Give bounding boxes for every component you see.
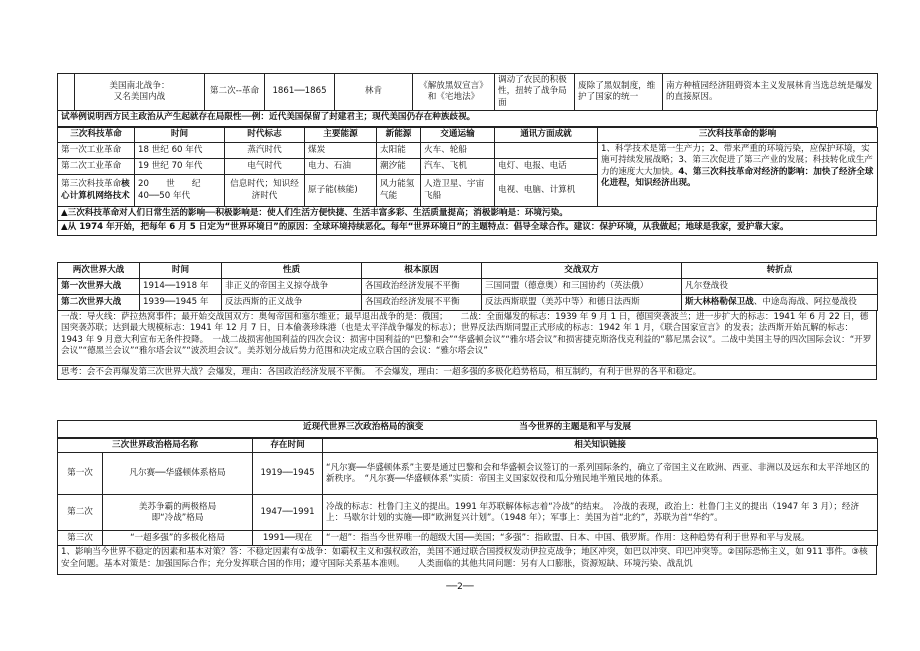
tech-header: 时间 [135,128,225,143]
years-cell: 1861──1865 [265,74,335,111]
tech-note-1: ▲三次科技革命对人们日常生活的影响──积极影响是：使人们生活方便快捷、生活丰富多彩、生活质量提高；消极影响是：环境污染。 [57,207,877,221]
leader-cell: 林肯 [335,74,413,111]
civil-war-row [58,74,878,111]
cause-note-cell: 南方种植园经济阻碍资本主义发展林肯当选总统是爆发的直接原因。 [663,74,878,111]
tech-note-2: ▲从 1974 年开始，把每年 6 月 5 日定为“世界环境日”的原因：全球环境持续恶化。每年“世界环境日”的主题特点：倡导全球合作。建议：保护环境，从我做起；地球是我家，爱护靠大家。 [57,221,877,235]
tech-header: 时代标志 [225,128,305,143]
effect1-cell: 调动了农民的积极性，扭转了战争局面 [495,74,575,111]
patterns-table [57,438,878,546]
patterns-title: 近现代世界三次政治格局的演变 [302,422,424,432]
docs-cell: 《解放黑奴宣言》 和《宅地法》 [413,74,495,111]
table-row: 第二次世界大战 1939──1945 年 反法西斯的正义战争 各国政治经济发展不平衡 反法西斯联盟（美苏中等）和德日法西斯 斯大林格勒保卫战、中途岛海战、阿拉曼战役 [58,295,878,311]
effect2-cell: 废除了黑奴制度，维护了国家的统一 [575,74,663,111]
table-row: 第二次工业革命 19 世纪 70 年代 电气时代 电力、石油 潮汐能 汽车、飞机 电灯、电报、电话 [58,159,878,175]
phase-cell: 第二次--革命 [205,74,265,111]
tech-header: 主要能源 [305,128,377,143]
theme-title: 当今世界的主题是和平与发展 [519,422,632,432]
wars-header-row: 两次世界大战 时间 性质 根本原因 交战双方 转折点 [58,263,878,279]
world-patterns-block [57,420,877,575]
wars-note-2: 思考：会不会再爆发第三次世界大战？会爆发，理由：各国政治经济发展不平衡。 不会爆发，理由：一超多强的多极化趋势格局，相互制约，有利于世界的各平和稳定。 [57,366,877,380]
tech-impact-cell: 1、科学技术是第一生产力；2、带来严重的环境污染，应保护环境，实施可持续发展战略；3、第三次促进了第三产业的发展；科技转化成生产力的速度大大加快。4、第三次科技革命对经济的影响：加快了经济全球化进程，知识经济出现。 [598,143,878,207]
tech-revolution-table [57,127,878,207]
table-row: 第一次 凡尔赛──华盛顿体系格局 1919──1945 “凡尔赛──华盛顿体系”主要是通过巴黎和会和华盛顿会议签订的一系列国际条约，确立了帝国主义在欧洲、西亚、非洲以及远东和太平洋地区的新秩序。 “凡尔赛──华盛顿体系”实质：帝国主义国家奴役和瓜分殖民地半殖民地的体系。 [58,453,878,495]
table-row: 第一次世界大战 1914──1918 年 非正义的帝国主义掠夺战争 各国政治经济发展不平衡 三国同盟（德意奥）和三国协约（英法俄） 凡尔登战役 [58,279,878,295]
table-row: 第一次工业革命 18 世纪 60 年代 蒸汽时代 煤炭 太阳能 火车、轮船 1、科学技术是第一生产力；2、带来严重的环境污染，应保护环境，实施可持续发展战略；3、第三次促进了第三产业的发展；科技转化成生产力的速度大大加快。4、第三次科技革命对经济的影响：加快了经济全球化进程，知识经济出现。 [58,143,878,159]
table-row: 第三次科技革命核心计算机网络技术 20 世 纪40──50 年代 信息时代；知识经济时代 原子能(核能) 风力能氢气能 人造卫星、宇宙飞船 电视、电脑、计算机 [58,175,878,207]
table-row: 第二次 美苏争霸的两极格局 即“冷战”格局 1947──1991 冷战的标志：杜鲁门主义的提出。1991 年苏联解体标志着“冷战”的结束。 冷战的表现，政治上：杜鲁门主义的提出（1947 年 3 月）；经济上：马歇尔计划的实施──即“欧洲复兴计划”。（1948 年）；军事上：美国为首“北约”，苏联为首“华约”。 [58,495,878,531]
civil-war-table [57,73,878,111]
world-wars-table [57,262,878,311]
world-wars-block [57,262,877,380]
event-cell: 美国南北战争： 又名美国内战 [75,74,205,111]
patterns-title-row [57,420,877,438]
tech-header: 通讯方面成就 [495,128,598,143]
patterns-header-row: 三次世界政治格局名称 存在时间 相关知识链接 [58,439,878,453]
table-row: 第三次 “一超多强”的多极化格局 1991──现在 “一超”：指当今世界唯一的超级大国──美国；“多强”：指欧盟、日本、中国、俄罗斯。作用：这种趋势有利于世界和平与发展。 [58,531,878,546]
tech-header: 三次科技革命的影响 [598,128,878,143]
patterns-note: 1、影响当今世界不稳定的因素和基本对策？答：不稳定因素有①战争：如霸权主义和强权政治，美国不通过联合国授权发动伊拉克战争；地区冲突，如巴以冲突、印巴冲突等。②国际恐怖主义，如 911 事件。③核安全问题。基本对策是：加强国际合作；充分发挥联合国的作用；遵守国际关系基本准则。 人类面临的其他共同问题：另有人口膨胀，资源短缺、环境污染、战乱饥 [57,546,877,575]
tech-header-row [58,128,878,143]
civil-war-block [57,73,877,236]
wars-note-1: 一战：导火线：萨拉热窝事件；最开始交战国双方：奥匈帝国和塞尔维亚；最早退出战争的是：俄国； 二战：全面爆发的标志：1939 年 9 月 1 日，德国突袭波兰；进一步扩大的标志：1941 年 6 月 22 日，德国突袭苏联；达到最大规模标志：1941 年 12 月 7 日，日本偷袭珍珠港（也是太平洋战争爆发的标志）；世界反法西斯同盟正式形成的标志：1942 年 1 月，《联合国家宣言》的发表；法西斯开始瓦解的标志：1943 年 9 月意大利宣布无条件投降。 一战二战损害他国利益的四次会议：损害中国利益的“巴黎和会”“华盛顿会议”“雅尔塔会议”和损害捷克斯洛伐克利益的“慕尼黑会议”。二战中美国主导的四次国际会议：“开罗会议”“德黑兰会议”“雅尔塔会议”“波茨坦会议”。美苏划分战后势力范围和决定成立联合国的会议：“雅尔塔会议” [57,311,877,366]
tech-header: 新能源 [377,128,421,143]
democracy-notice: 试举例说明西方民主政治从产生起就存在局限性──例：近代美国保留了封建君主；现代美国仍存在种族歧视。 [57,111,877,127]
tech-header: 交通运输 [421,128,495,143]
page-number: ──2── [446,582,474,592]
tech-header: 三次科技革命 [58,128,135,143]
